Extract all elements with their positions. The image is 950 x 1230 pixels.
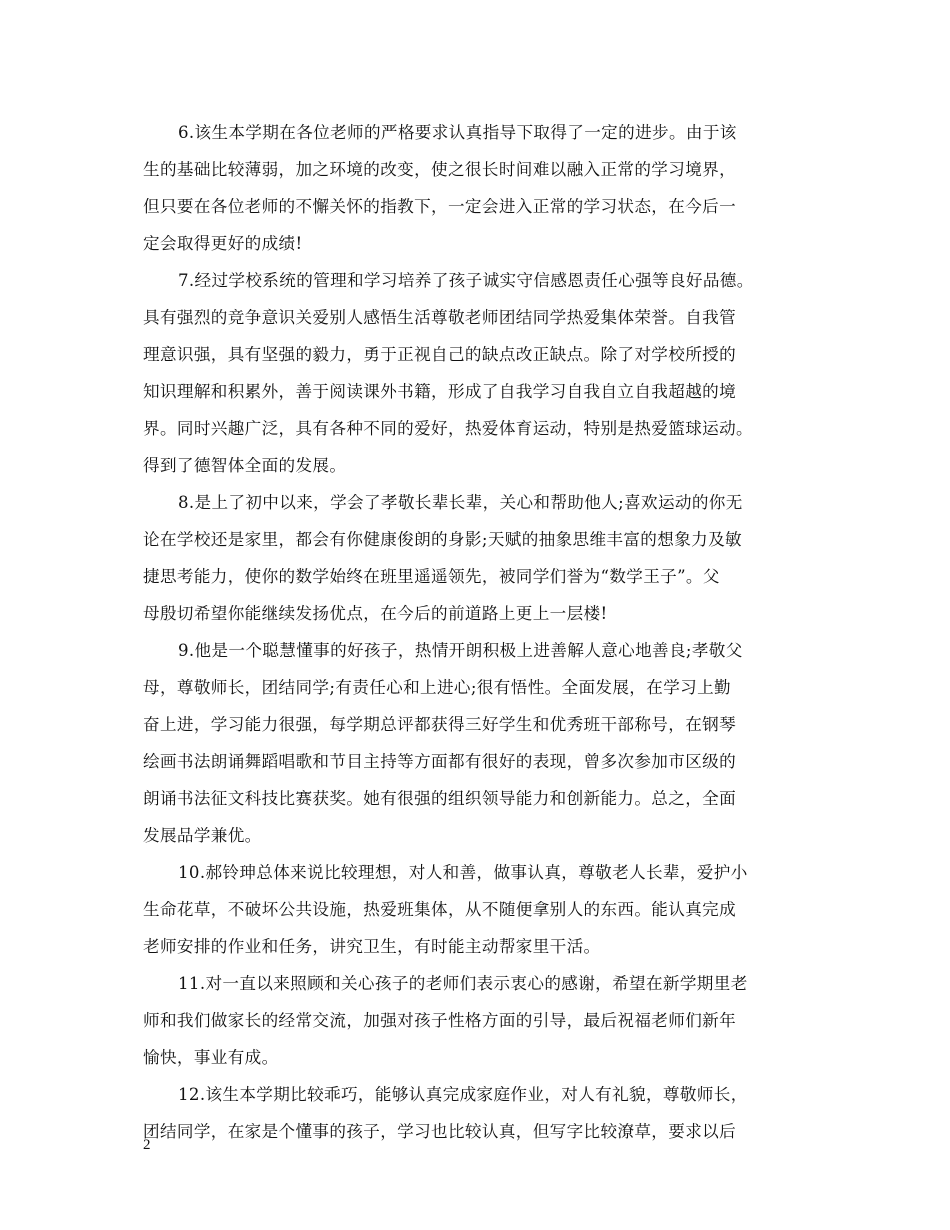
text-line: 但只要在各位老师的不懈关怀的指教下，一定会进入正常的学习状态，在今后一 <box>143 197 737 216</box>
text-line: 定会取得更好的成绩! <box>143 234 303 253</box>
text-line: 理意识强，具有坚强的毅力，勇于正视自己的缺点改正缺点。除了对学校所授的 <box>143 345 737 364</box>
text-line: 具有强烈的竞争意识关爱别人感悟生活尊敬老师团结同学热爱集体荣誉。自我管 <box>143 308 737 327</box>
text-line: 7.经过学校系统的管理和学习培养了孩子诚实守信感恩责任心强等良好品德。 <box>178 271 754 290</box>
text-line: 6.该生本学期在各位老师的严格要求认真指导下取得了一定的进步。由于该 <box>178 123 737 142</box>
paragraph-p6 <box>143 114 823 262</box>
text-line: 知识理解和积累外，善于阅读课外书籍，形成了自我学习自我自立自我超越的境 <box>143 382 737 401</box>
text-line: 发展品学兼优。 <box>143 826 262 845</box>
text-line: 8.是上了初中以来，学会了孝敬长辈长辈，关心和帮助他人;喜欢运动的你无 <box>178 493 743 512</box>
text-line: 论在学校还是家里，都会有你健康俊朗的身影;天赋的抽象思维丰富的想象力及敏 <box>143 530 742 549</box>
paragraph-p12 <box>143 1076 823 1150</box>
paragraph-p11 <box>143 965 823 1076</box>
text-line: 愉快，事业有成。 <box>143 1048 279 1067</box>
paragraph-p9 <box>143 632 823 854</box>
text-line: 绘画书法朗诵舞蹈唱歌和节目主持等方面都有很好的表现，曾多次参加市区级的 <box>143 752 737 771</box>
text-line: 朗诵书法征文科技比赛获奖。她有很强的组织领导能力和创新能力。总之，全面 <box>143 789 737 808</box>
text-line: 捷思考能力，使你的数学始终在班里遥遥领先，被同学们誉为“数学王子”。父 <box>143 567 720 586</box>
text-line: 团结同学，在家是个懂事的孩子，学习也比较认真，但写字比较潦草，要求以后 <box>143 1122 737 1141</box>
text-line: 母，尊敬师长，团结同学;有责任心和上进心;很有悟性。全面发展，在学习上勤 <box>143 678 731 697</box>
paragraph-p10 <box>143 854 823 965</box>
page-number: 2 <box>143 1137 151 1153</box>
text-line: 得到了德智体全面的发展。 <box>143 456 347 475</box>
paragraph-p7 <box>143 262 823 484</box>
text-line: 界。同时兴趣广泛，具有各种不同的爱好，热爱体育运动，特别是热爱篮球运动。 <box>143 419 753 438</box>
text-line: 10.郝铃珅总体来说比较理想，对人和善，做事认真，尊敬老人长辈，爱护小 <box>178 863 748 882</box>
text-line: 母殷切希望你能继续发扬优点，在今后的前道路上更上一层楼! <box>143 604 608 623</box>
text-line: 奋上进，学习能力很强，每学期总评都获得三好学生和优秀班干部称号，在钢琴 <box>143 715 737 734</box>
text-line: 生命花草，不破坏公共设施，热爱班集体，从不随便拿别人的东西。能认真完成 <box>143 900 737 919</box>
text-line: 9.他是一个聪慧懂事的好孩子，热情开朗积极上进善解人意心地善良;孝敬父 <box>178 641 743 660</box>
text-line: 11.对一直以来照顾和关心孩子的老师们表示衷心的感谢，希望在新学期里老 <box>178 974 748 993</box>
text-line: 老师安排的作业和任务，讲究卫生，有时能主动帮家里干活。 <box>143 937 601 956</box>
text-line: 师和我们做家长的经常交流，加强对孩子性格方面的引导，最后祝福老师们新年 <box>143 1011 737 1030</box>
document-body <box>143 114 823 1150</box>
text-line: 12.该生本学期比较乖巧，能够认真完成家庭作业，对人有礼貌，尊敬师长， <box>178 1085 748 1104</box>
paragraph-p8 <box>143 484 823 632</box>
text-line: 生的基础比较薄弱，加之环境的改变，使之很长时间难以融入正常的学习境界， <box>143 160 737 179</box>
